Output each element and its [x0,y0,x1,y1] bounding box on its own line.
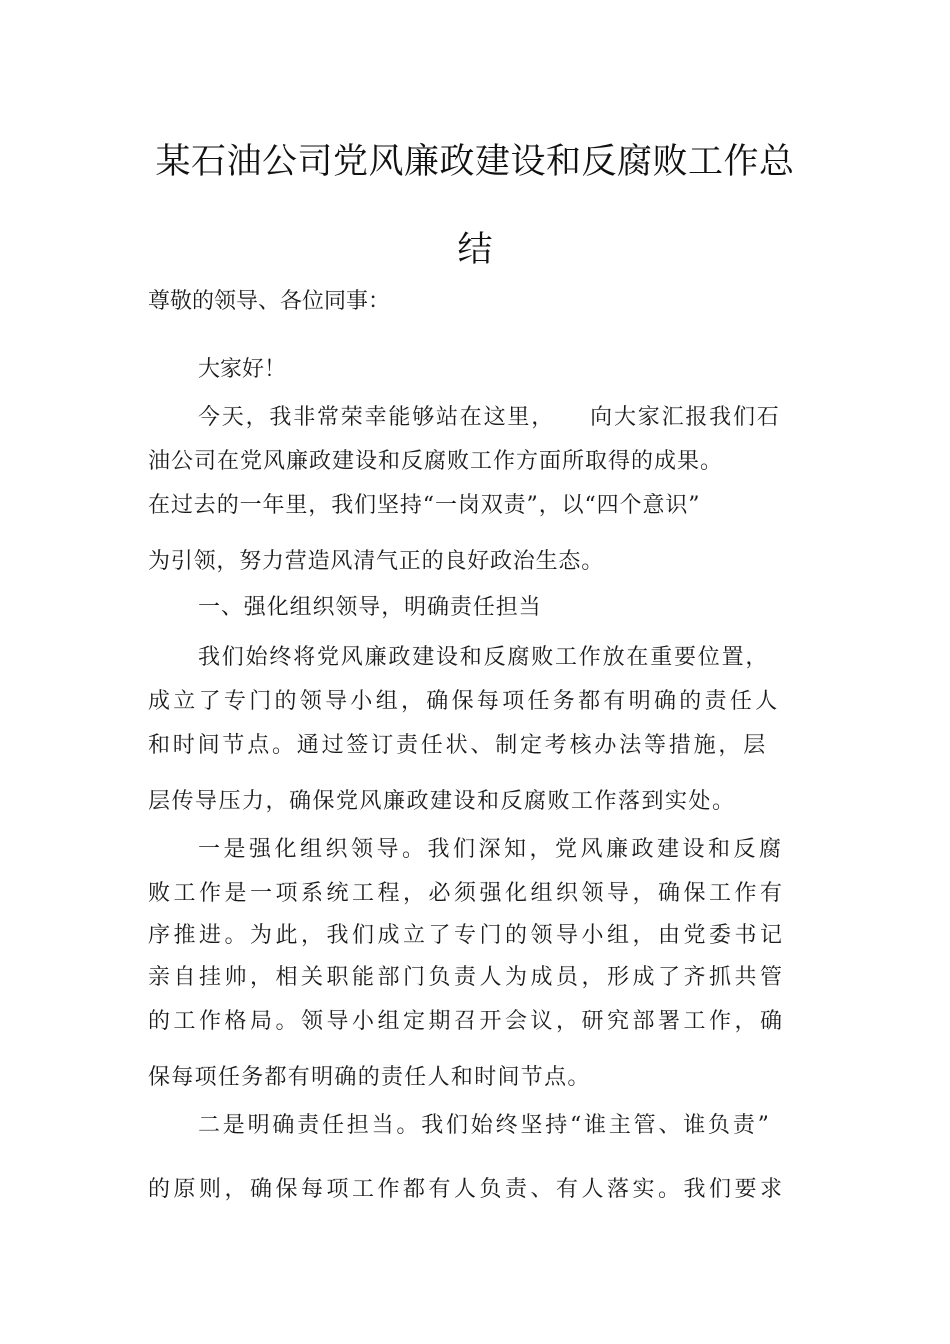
paragraph-line: 在过去的一年里，我们坚持“一岗双责”，以“四个意识” [148,493,701,518]
paragraph-line: 今天，我非常荣幸能够站在这里， 向大家汇报我们石 [198,405,781,430]
greeting: 大家好！ [198,357,287,382]
paragraph-line: 层传导压力，确保党风廉政建设和反腐败工作落到实处。 [148,789,736,814]
paragraph-line: 保每项任务都有明确的责任人和时间节点。 [148,1065,591,1090]
paragraph-line: 的原则，确保每项工作都有人负责、有人落实。我们要求 [148,1177,786,1202]
section-heading: 一、强化组织领导，明确责任担当 [198,595,542,620]
paragraph-line: 亲自挂帅，相关职能部门负责人为成员，形成了齐抓共管 [148,965,786,990]
paragraph-line: 油公司在党风廉政建设和反腐败工作方面所取得的成果。 [148,449,724,474]
paragraph-line: 我们始终将党风廉政建设和反腐败工作放在重要位置， [198,645,770,670]
paragraph-line: 一是强化组织领导。我们深知，党风廉政建设和反腐 [198,837,785,862]
paragraph-line: 的工作格局。领导小组定期召开会议，研究部署工作，确 [148,1009,786,1034]
document-title-line-1: 某石油公司党风廉政建设和反腐败工作总 [155,142,795,182]
paragraph-line: 成立了专门的领导小组，确保每项任务都有明确的责任人 [148,689,781,714]
paragraph-line: 为引领，努力营造风清气正的良好政治生态。 [148,549,605,574]
document-title-line-2: 结 [457,230,493,270]
salutation: 尊敬的领导、各位同事： [148,289,391,314]
paragraph-line: 败工作是一项系统工程，必须强化组织领导，确保工作有 [148,881,786,906]
paragraph-line: 和时间节点。通过签订责任状、制定考核办法等措施，层 [148,733,769,758]
paragraph-line: 序推进。为此，我们成立了专门的领导小组，由党委书记 [148,923,786,948]
paragraph-line: 二是明确责任担当。我们始终坚持“谁主管、谁负责” [198,1113,772,1138]
